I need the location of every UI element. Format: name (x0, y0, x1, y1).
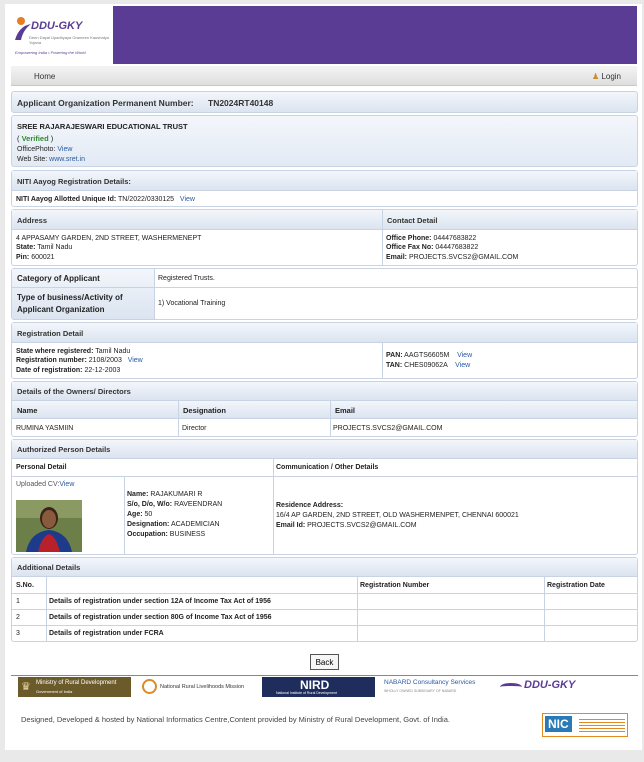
website-label: Web Site: (17, 156, 48, 163)
pin-value: 600021 (31, 254, 55, 261)
owners-title: Details of the Owners/ Directors (17, 387, 131, 396)
additional-detail: Details of registration under section 12A of Income Tax Act of 1956 (49, 598, 271, 605)
reg-state-label: State where registered: (16, 348, 94, 355)
nabard-text: NABARD Consultancy Services (384, 679, 476, 686)
owner-name: RUMINA YASMIIN (16, 425, 74, 432)
reg-date-label: Date of registration: (16, 367, 83, 374)
tan-value: CHES09062A (404, 362, 448, 369)
authorized-email (276, 522, 417, 529)
site-header (5, 6, 637, 64)
additional-detail: Details of registration under FCRA (49, 630, 164, 637)
ddu-gky-logo[interactable] (5, 6, 113, 64)
state-value: Tamil Nadu (37, 244, 73, 251)
nird-text: NIRD (300, 678, 330, 692)
age-label: Age: (127, 511, 143, 518)
registration-number (16, 357, 143, 364)
designation-label: Designation: (127, 521, 170, 528)
communication-header: Communication / Other Details (276, 464, 379, 471)
business-label-2: Applicant Organization (17, 305, 105, 314)
designation-value: ACADEMICIAN (170, 521, 220, 528)
owners-col-name: Name (17, 406, 38, 415)
pan-row (386, 352, 472, 359)
personal-detail-header: Personal Detail (16, 464, 67, 471)
office-fax (386, 244, 478, 251)
authorized-person-photo (16, 500, 82, 552)
verified-close: ) (48, 134, 54, 143)
age-value: 50 (144, 511, 153, 518)
footer-divider (11, 675, 638, 676)
sdw-label: S/o, D/o, W/o: (127, 501, 173, 508)
reg-number-label: Registration number: (16, 357, 87, 364)
organization-section (11, 115, 638, 167)
uploaded-cv-row (16, 481, 74, 488)
category-divider (154, 269, 155, 319)
sdw-value: RAVEENDRAN (174, 501, 223, 508)
footer-logos (18, 677, 638, 699)
address-divider (382, 210, 383, 265)
registration-section (11, 322, 638, 379)
website-link[interactable]: www.sret.in (49, 156, 85, 163)
verified-open: ( (17, 134, 22, 143)
home-link[interactable]: Home (34, 72, 56, 81)
address-contact-header (12, 210, 637, 230)
nabard-subtext: WHOLLY OWNED SUBSIDIARY OF NABARD (384, 689, 457, 693)
state-label: State: (16, 244, 36, 251)
cv-label: Uploaded CV: (16, 481, 60, 488)
nrlm-icon (142, 679, 157, 694)
office-phone (386, 235, 476, 242)
additional-sno: 1 (16, 598, 20, 605)
person-age (127, 511, 152, 518)
logo-subtitle: Deen Dayal Upadhyaya Grameen Kaushalya Yojana (29, 35, 109, 45)
footer-credits: Designed, Developed & hosted by National Informatics Centre,Content provided by Ministry of Rural Development, Govt. of India. (21, 715, 450, 724)
owners-table-header (12, 401, 637, 419)
reg-date-value: 22-12-2003 (84, 367, 121, 374)
additional-title: Additional Details (17, 563, 81, 572)
additional-col-sno: S.No. (16, 582, 34, 589)
mord-logo[interactable] (18, 677, 131, 697)
additional-col-reg-number: Registration Number (360, 582, 430, 589)
authorized-subheader-divider (12, 476, 637, 477)
fax-value: 04447683822 (435, 244, 479, 251)
occupation-value: BUSINESS (169, 531, 206, 538)
name-value: RAJAKUMARI R (150, 491, 203, 498)
additional-header (12, 558, 637, 577)
pan-view-link[interactable]: View (457, 352, 473, 359)
contact-email (386, 254, 518, 261)
permanent-number-value: TN2024RT40148 (208, 98, 274, 108)
category-value: Registered Trusts. (158, 275, 215, 282)
registration-header (12, 323, 637, 343)
logo-tagline: Empowering India • Powering the World (15, 50, 86, 55)
authorized-title: Authorized Person Details (17, 445, 111, 454)
additional-sno: 3 (16, 630, 20, 637)
registration-date (16, 367, 120, 374)
pan-label: PAN: (386, 352, 403, 359)
registration-state (16, 348, 130, 355)
phone-label: Office Phone: (386, 235, 432, 242)
fax-label: Office Fax No: (386, 244, 434, 251)
niti-section (11, 170, 638, 207)
person-photo-icon (16, 500, 82, 552)
owners-col-designation: Designation (183, 406, 226, 415)
niti-title: NITI Aayog Registration Details: (17, 177, 131, 186)
office-photo-view-link[interactable]: View (57, 146, 73, 153)
nic-logo[interactable] (542, 713, 628, 737)
organization-name: SREE RAJARAJESWARI EDUCATIONAL TRUST (17, 122, 188, 131)
owners-header (12, 382, 637, 401)
additional-col-divider-3 (544, 577, 545, 641)
niti-label: NITI Aayog Allotted Unique Id: (16, 196, 117, 203)
user-icon: ♟ (592, 72, 600, 81)
ddugky-footer-logo[interactable] (496, 677, 606, 697)
permanent-number-label: Applicant Organization Permanent Number: (17, 98, 194, 108)
office-photo-row (17, 146, 72, 153)
owners-section (11, 381, 638, 437)
authorized-header (12, 440, 637, 459)
website-row (17, 156, 85, 163)
person-name (127, 491, 202, 498)
authorized-section (11, 439, 638, 555)
office-photo-label: OfficePhoto: (17, 146, 56, 153)
additional-col-divider-1 (46, 577, 47, 641)
additional-sno: 2 (16, 614, 20, 621)
mord-subtext: Government of India (36, 689, 73, 694)
owners-col-divider-1 (178, 401, 179, 436)
category-row-divider (12, 287, 637, 288)
category-section (11, 268, 638, 320)
nav-bar (11, 66, 637, 86)
logo-text: DDU-GKY (31, 20, 83, 32)
business-value: 1) Vocational Training (158, 300, 226, 307)
registration-title: Registration Detail (17, 329, 84, 338)
verified-badge: Verified (21, 134, 49, 143)
owner-designation: Director (182, 425, 207, 432)
occupation-label: Occupation: (127, 531, 168, 538)
contact-title: Contact Detail (387, 216, 438, 225)
mord-text: Ministry of Rural Development (36, 680, 117, 686)
email-label: Email: (386, 254, 408, 261)
niti-row (16, 196, 195, 203)
nic-text: NIC (545, 716, 572, 732)
niti-header (12, 171, 637, 191)
residence-address: 16/4 AP GARDEN, 2ND STREET, OLD WASHERMENPET, CHENNAI 600021 (276, 512, 519, 519)
emblem-icon: ♛ (21, 681, 31, 693)
verified-status (17, 134, 53, 143)
address-contact-section (11, 209, 638, 266)
ddugky-footer-text: DDU-GKY (524, 679, 576, 691)
niti-value: TN/2022/0330125 (118, 196, 175, 203)
login-link[interactable] (592, 72, 621, 81)
email-id-value: PROJECTS.SVCS2@GMAIL.COM (307, 522, 417, 529)
header-banner (113, 6, 637, 64)
pan-value: AAGTS6605M (404, 352, 450, 359)
phone-value: 04447683822 (433, 235, 477, 242)
additional-col-divider-2 (357, 577, 358, 641)
address-pin (16, 254, 55, 261)
address-title: Address (17, 216, 48, 225)
tan-label: TAN: (386, 362, 403, 369)
business-label-1: Type of business/Activity of (17, 293, 123, 302)
tan-row (386, 362, 470, 369)
address-line: 4 APPASAMY GARDEN, 2ND STREET, WASHERMENEPT (16, 235, 202, 242)
address-state (16, 244, 72, 251)
name-label: Name: (127, 491, 149, 498)
registration-divider (382, 343, 383, 378)
additional-section (11, 557, 638, 642)
category-label: Category of Applicant (17, 274, 100, 283)
nic-stripes-icon (579, 719, 625, 733)
permanent-number-bar (11, 91, 638, 113)
back-button[interactable]: Back (310, 654, 339, 670)
additional-detail: Details of registration under section 80G of Income Tax Act of 1956 (49, 614, 272, 621)
tan-view-link[interactable]: View (455, 362, 471, 369)
login-label: Login (601, 72, 621, 81)
email-value: PROJECTS.SVCS2@GMAIL.COM (408, 254, 519, 261)
authorized-photo-divider (124, 476, 125, 554)
nabard-logo[interactable] (384, 677, 494, 697)
pin-label: Pin: (16, 254, 30, 261)
nird-logo[interactable] (262, 677, 375, 697)
person-designation (127, 521, 220, 528)
reg-state-value: Tamil Nadu (95, 348, 131, 355)
nrlm-text: National Rural Livelihoods Mission (160, 684, 245, 690)
niti-view-link[interactable]: View (179, 196, 195, 203)
authorized-col-divider (273, 459, 274, 554)
reg-number-value: 2108/2003 (88, 357, 122, 364)
person-occupation (127, 531, 205, 538)
owners-col-divider-2 (330, 401, 331, 436)
person-relation (127, 501, 222, 508)
reg-number-view-link[interactable]: View (127, 357, 143, 364)
email-id-label: Email Id: (276, 522, 306, 529)
residence-label: Residence Address: (276, 502, 344, 509)
nrlm-logo[interactable] (140, 677, 258, 697)
nird-subtext: National Institute of Rural Development (276, 691, 337, 695)
additional-col-reg-date: Registration Date (547, 582, 605, 589)
owners-col-email: Email (335, 406, 356, 415)
cv-view-link[interactable]: View (59, 481, 75, 488)
owner-email: PROJECTS.SVCS2@GMAIL.COM (333, 425, 443, 432)
ddugky-swoosh-icon (500, 683, 522, 691)
